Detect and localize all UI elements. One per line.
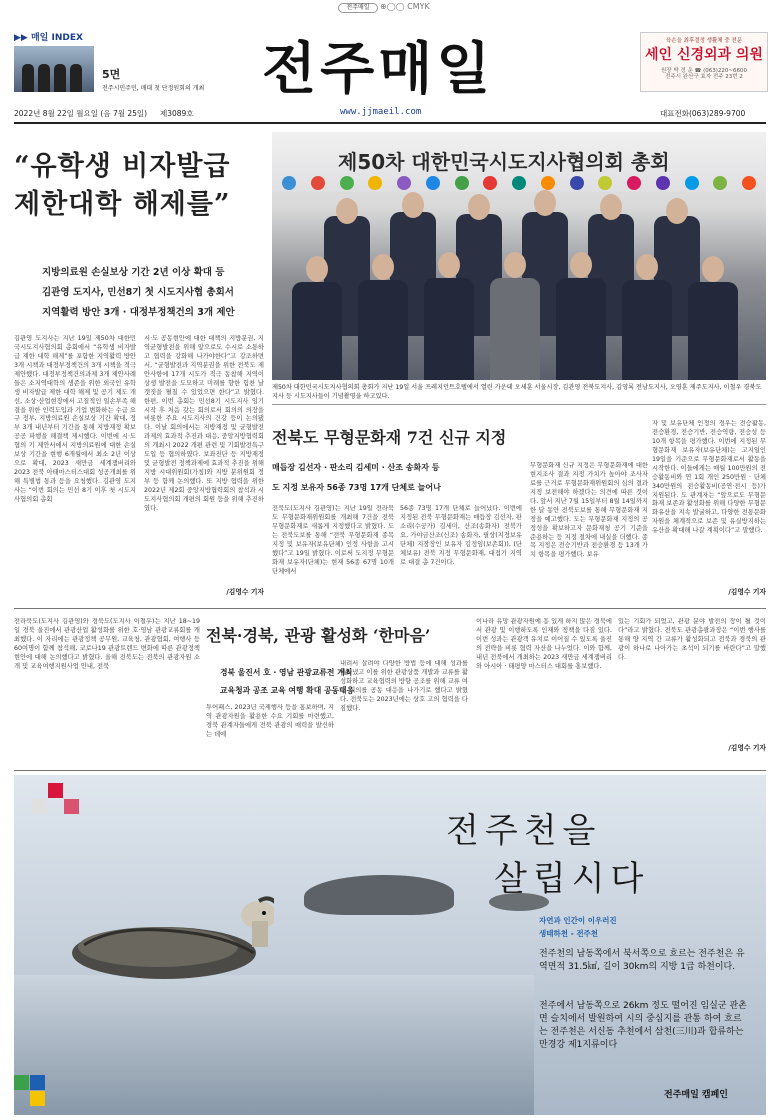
accent-square-yellow bbox=[30, 1091, 45, 1106]
masthead-rule bbox=[14, 122, 766, 124]
article3-byline: /김영수 기자 bbox=[728, 744, 766, 752]
registration-marks: ⊕◯◯ CMYK bbox=[380, 2, 430, 11]
accent-square-green bbox=[14, 1075, 29, 1090]
section-divider bbox=[14, 608, 766, 609]
person bbox=[556, 278, 606, 380]
article1-body-col1: 김관영 도지사는 지난 19일 제50차 대한민국시도지사협의회 총회에서 “유학생 비자발급 제한 대학 해제”를 포함한 지역활력 방안 3개 시책과 대정부정책건의 3개 시책을 적극 제안했다. 대정부정책건의과제 3개 제안사례들은 소지역대학의 생존을 위한 외국인 유학생 비자발급 제한 대학 해제 및 공기 제도 개선, 소상·산업현장에서 고질적인 일손부족 해결을 위한 인력도입과 기업 변화하는 수급 요구 정부, 지방의료원 손실보상 기간 확대, 정부 3개 내년부터 기간을 통해 지방재정 확보 공공 파행을 해결책 제시했다. 이번에 시·도 협의 기 제안서에서 지방의료원에 대한 손실보상 기간을 현행 6개월에서 최소 2년 이상으로 확대, 2023 새만금 세계잼버리와 2023 전북 아태마스터스대회 성공개최를 위해 특별법 통과 등을 요청했다. 김관영 도지사는 “이번 회의는 민선 8기 이후 첫 시도지사협의회 총회 bbox=[14, 335, 136, 503]
campaign-ad[interactable] bbox=[14, 775, 766, 1115]
person bbox=[424, 278, 474, 380]
article2-body-col4: 자 및 보유단체 인정의 경우는 전승활동, 전승환경, 전승기반, 전승역량, 전승성 등 10개 항목을 평가했다. 이번에 지정된 무형문화재 보유자(보유단체)는 고지일인 19일을 기준으로 무형문화재로서 활동을 시작한다. 이들에게는 매월 100만원의 전승활동비와 연 1회 개인 250만원 · 단체 340만원의 전승활동비(공연·전시 등)가 지원된다. 도 관계자는 “앞으로도 무형문화재 보존과 활성화를 위해 다양한 무형문화유산을 지속 발굴하고, 다양한 전통문화자원을 체계적으로 보존 및 유실방지하는 유산을 확대해 나갈 계획이다”고 말했다. bbox=[652, 420, 766, 535]
article3-subhead: 경북 울진서 호 · 영남 관광교류전 개최 bbox=[220, 668, 353, 677]
person-head bbox=[306, 256, 328, 282]
person-head bbox=[534, 190, 556, 216]
campaign-paragraph: 전주에서 남동쪽으로 26km 정도 떨어진 임실군 관촌면 슬치에서 발원하여 시의 중심지를 관통 하여 흐르는 전주천은 서신동 추천에서 삼천(三川)과 합류하는 만경강 제1지류이다 bbox=[539, 1001, 747, 1051]
article1-subhead: 지방의료원 손실보상 기간 2년 이상 확대 등 bbox=[42, 267, 225, 278]
article1-headline[interactable] bbox=[14, 148, 231, 225]
article2-subhead: 도 지정 보유자 56종 73명 17개 단체로 늘어나 bbox=[272, 483, 441, 492]
person bbox=[622, 280, 672, 380]
person-head bbox=[468, 194, 490, 220]
site-url-link[interactable]: www.jjmaeil.com bbox=[340, 107, 422, 117]
person-head bbox=[402, 192, 424, 218]
person-head bbox=[702, 256, 724, 282]
index-description: 전주시민주민, 매대 첫 단정원회의 개최 bbox=[102, 85, 205, 92]
person-head bbox=[504, 252, 526, 278]
photo-banner-text: 제50차 대한민국시도지사협의회 총회 bbox=[338, 150, 670, 174]
person-head bbox=[600, 194, 622, 220]
article2-body-col3: 무형문화재 신규 지정은 무형문화재에 대한 현지조사 결과 지정 가치가 높아야 조사자료를 근거로 무형문화재위원회의 심의 결과 지정 보전해야 하겠다는 의견에 따른 것이다. 앞서 지난 7월 15일부터 8월 14일까지 한 달 동안 전북도보를 통해 무형문화재 지정을 예고했다. 도는 무형문화재 지정의 공정성을 확보하고자 문화재청 공기 기준을 준용하는 등 지정 절차에 내실을 더했다. 종목 지정은 전승기반과 전승환경 등 13개 가치 항목을 평가했다. 보유 bbox=[530, 462, 648, 559]
article1-headline-line1: “유학생 비자발급 bbox=[14, 151, 231, 182]
ad-address: 전주시 완산구 효자 전주 23번 2 bbox=[665, 74, 743, 80]
person-head bbox=[666, 198, 688, 224]
article2-body-col2: 56종 73명 17개 단체로 늘어났다. 이번에 지정된 전북 무형문화재는 매듭장 김선자, 판소리(수궁가) 김세미, 산조(송화자) 전북가요, 가야금산조(신조) 송화자, 필상(지정보유단체) 지장장인 보유자 김정임(보존회)), (단체보유) 전북 지정 무형문화재, 대접기 지역로 대결 총 7건이다. bbox=[400, 505, 522, 566]
campaign-title-line2: 살립시다 bbox=[494, 859, 650, 899]
article3-subhead: 교육청과 공조 교육 여행 확대 공동대응 bbox=[220, 686, 355, 695]
person bbox=[688, 282, 738, 380]
article2-body-col1: 전북도(도지사 김관영)는 지난 19일 전라북도 무형문화재위원회를 개최해 7건을 전북 무형문화재로 새롭게 지정했다고 밝혔다. 도는 전북도보를 통해 “전북 무형문화재 종목지정 및 보유자(보유단체) 인정 사항을 고시했다”고 19일 밝혔다. 이로써 도지정 무형문화재 보유자(단체)는 현재 56종 67명 10개 단체에서 bbox=[272, 505, 394, 575]
index-label: ▶▶ 매일 INDEX bbox=[14, 33, 83, 43]
article3-body-col4: 이나라 유망 관광자원에 흥 있게 하지 많은 경북에서 관광 및 이행하도록 인재와 정책을 다짐 있다. 이번 성과는 관광객 유치로 이어질 수 있도록 울진의 전략을 비롯 협력 자산을 나누었다. 이와 함께, 내년 전북에서 개최하는 2023 새만금 세계잼버리와 아시아 · 태평양 마스터스 대회를 홍보했다. bbox=[476, 618, 612, 670]
article1-subhead: 지역활력 방안 3개 · 대정부정책건의 3개 제안 bbox=[42, 306, 235, 318]
ad-contact: 원장 박 정 운 ☎ (063)220~6600 bbox=[660, 68, 748, 74]
person-head bbox=[336, 198, 358, 224]
water bbox=[14, 975, 534, 1115]
divider bbox=[272, 404, 766, 405]
person-head bbox=[372, 254, 394, 280]
campaign-paragraph: 전주천의 남동쪽에서 북서쪽으로 흐르는 전주천은 유역면적 31.5㎢, 길이 30km의 지방 1급 하천이다. bbox=[539, 949, 745, 973]
clinic-ad[interactable] bbox=[640, 32, 768, 92]
region-logos bbox=[282, 176, 756, 190]
person bbox=[490, 278, 540, 380]
issue-number: 제3089호 bbox=[160, 109, 194, 118]
article2-byline: /김영수 기자 bbox=[728, 588, 766, 596]
article1-headline-line2: 제한대학 해제를” bbox=[14, 189, 231, 221]
article3-body-col1: 전라북도(도지사 김관영)와 경북도(도지사 이철우)는 지난 18~19일 경북 울진에서 관광산업 활성화를 위한 호·영남 관광교류회를 개최했다. 이 자리에는 관광정책 공무원, 교육청, 관광협회, 여행사 등 60여명이 함께 참석해, 코로나19 관광트렌드 변화에 따른 관광정책 현안에 대해 논의했다고 밝혔다. 올해 전북도는 전북의 관광자원 소개 및 교육여행지원사업 안내, 전북 bbox=[14, 618, 200, 670]
ad-clinic-name: 세인 신경외과 의원 bbox=[645, 47, 763, 63]
index-thumbnail[interactable] bbox=[14, 46, 94, 92]
river-rock bbox=[304, 875, 454, 915]
phone-number: 대표전화(063)289-9700 bbox=[660, 109, 746, 118]
accent-square-gray bbox=[32, 799, 47, 814]
campaign-series: 자연과 인간이 이우러진 bbox=[539, 916, 617, 925]
index-box[interactable] bbox=[14, 30, 114, 92]
section-divider bbox=[14, 770, 766, 771]
article3-body-col3: 내려서 살려야 다양한 방법 등에 대해 성과를 나타냈고 이를 위한 관광상품 개발과 교류를 활성화하고 교육협력의 방향 공조를 위해 교류 여행 회의를 공동 대응을 나가기로 했다고 밝혔다. 전북도는 2023년에는 상호 고의 협력을 다짐했다. bbox=[340, 660, 468, 712]
campaign-sponsor: 전주매일 캠페인 bbox=[664, 1090, 728, 1100]
article3-headline[interactable]: 전북·경북, 관광 활성화 ‘한마음’ bbox=[206, 626, 431, 645]
person-head bbox=[636, 254, 658, 280]
dateline: 2022년 8월 22일 월요일 (음 7월 25일) bbox=[14, 109, 148, 118]
article1-subheads bbox=[42, 263, 235, 323]
ad-tagline: 육손을 최후결정 생활체 중 전문 bbox=[665, 38, 743, 44]
summit-photo[interactable] bbox=[272, 132, 766, 380]
article1-body-col2: 시·도 공동현안에 대한 대책의 지방분권, 지역균형발전을 위해 앞으로도 수시로 소통하고 협력을 강화해 나가야한다”고 강조하면서, “균형발전과 지역분권을 위한 전북도 제안사항에 17개 시도가 적극 동참해 지역이 상생 발전을 도모하고 미래를 향한 힘찬 날갯짓을 펼칠 수 있었으면 한다”고 밝혔다. 한편, 이번 총회는 민선8기 시도지사 임기 시작 후 처음 갖는 회의로서 회의의 의장을 비롯한 주요 시도지사의 건강 등이 논의됐다. 이날 회의에서는 지방재정 및 균형발전 과제의 효과적 추진과 대응, 중앙지방협력회의 개최시 2022 개편 관련 및 기회발전특구 도입 등 협의하였다. 보좌진단 등 지방재정 및 균형발전 정책과제에 효과적 추진을 위해 지방 시대위원회(가칭)와 지방 분위원회 정부 등 함께 논의했다. 또 지방 협력을 위한 2022년 제2회 중앙지방협력회의 참석과 시도지사협의회 개편의 회원 등을 위해 추진하였다. bbox=[144, 335, 264, 512]
newspaper-logo[interactable]: 전주매일 bbox=[262, 37, 495, 102]
accent-square-red bbox=[64, 799, 79, 814]
person-head bbox=[570, 252, 592, 278]
article3-body-col2: 투어패스, 2023년 국제행사 등을 홍보하며, 지역 관광자원을 활용한 수요 기회를 마련했고, 경북 관계자들에게 전북 관광의 매력을 발신하는 데에 bbox=[206, 704, 334, 738]
article2-headline[interactable]: 전북도 무형문화재 7건 신규 지정 bbox=[272, 428, 507, 447]
campaign-series-subtitle: 생태하천 - 전주천 bbox=[539, 929, 599, 938]
article1-byline: /김영수 기자 bbox=[226, 588, 264, 596]
accent-square-red bbox=[48, 783, 63, 798]
campaign-title-line1: 전주천을 bbox=[446, 811, 602, 851]
index-page-number[interactable]: 5면 bbox=[102, 68, 121, 81]
article3-body-col5: 있는 기회가 되었고, 관광 분야 발전의 장이 될 것이다”라고 밝혔다. 전북도 관광총괄과장은 “이번 행사를 통해 양 지역 간 교류가 활성화되고 전북과 경북의 관광이 하나로 나아가는 초석이 되기를 바란다”고 말했다. bbox=[618, 618, 766, 661]
duck-illustration bbox=[54, 885, 274, 985]
edition-tag: 전주매일 bbox=[338, 3, 378, 13]
article1-subhead: 김관영 도지사, 민선8기 첫 시도지사협 총회서 bbox=[42, 286, 234, 298]
person bbox=[358, 280, 408, 380]
article2-subhead: 매듭장 김선자 · 판소리 김세미 · 산조 송화자 등 bbox=[272, 463, 440, 472]
accent-square-blue bbox=[30, 1075, 45, 1090]
person bbox=[292, 282, 342, 380]
photo-caption: 제50차 대한민국시도지사협의회 총회가 지난 19일 서울 프레지던트호텔에서 열린 가운데 오세훈 서울시장, 김관영 전북도지사, 김영록 전남도지사, 오영훈 제주도지사, 이철우 경북도지사 등 시도지사들이 기념촬영을 하고있다. bbox=[272, 384, 762, 400]
person-head bbox=[438, 252, 460, 278]
